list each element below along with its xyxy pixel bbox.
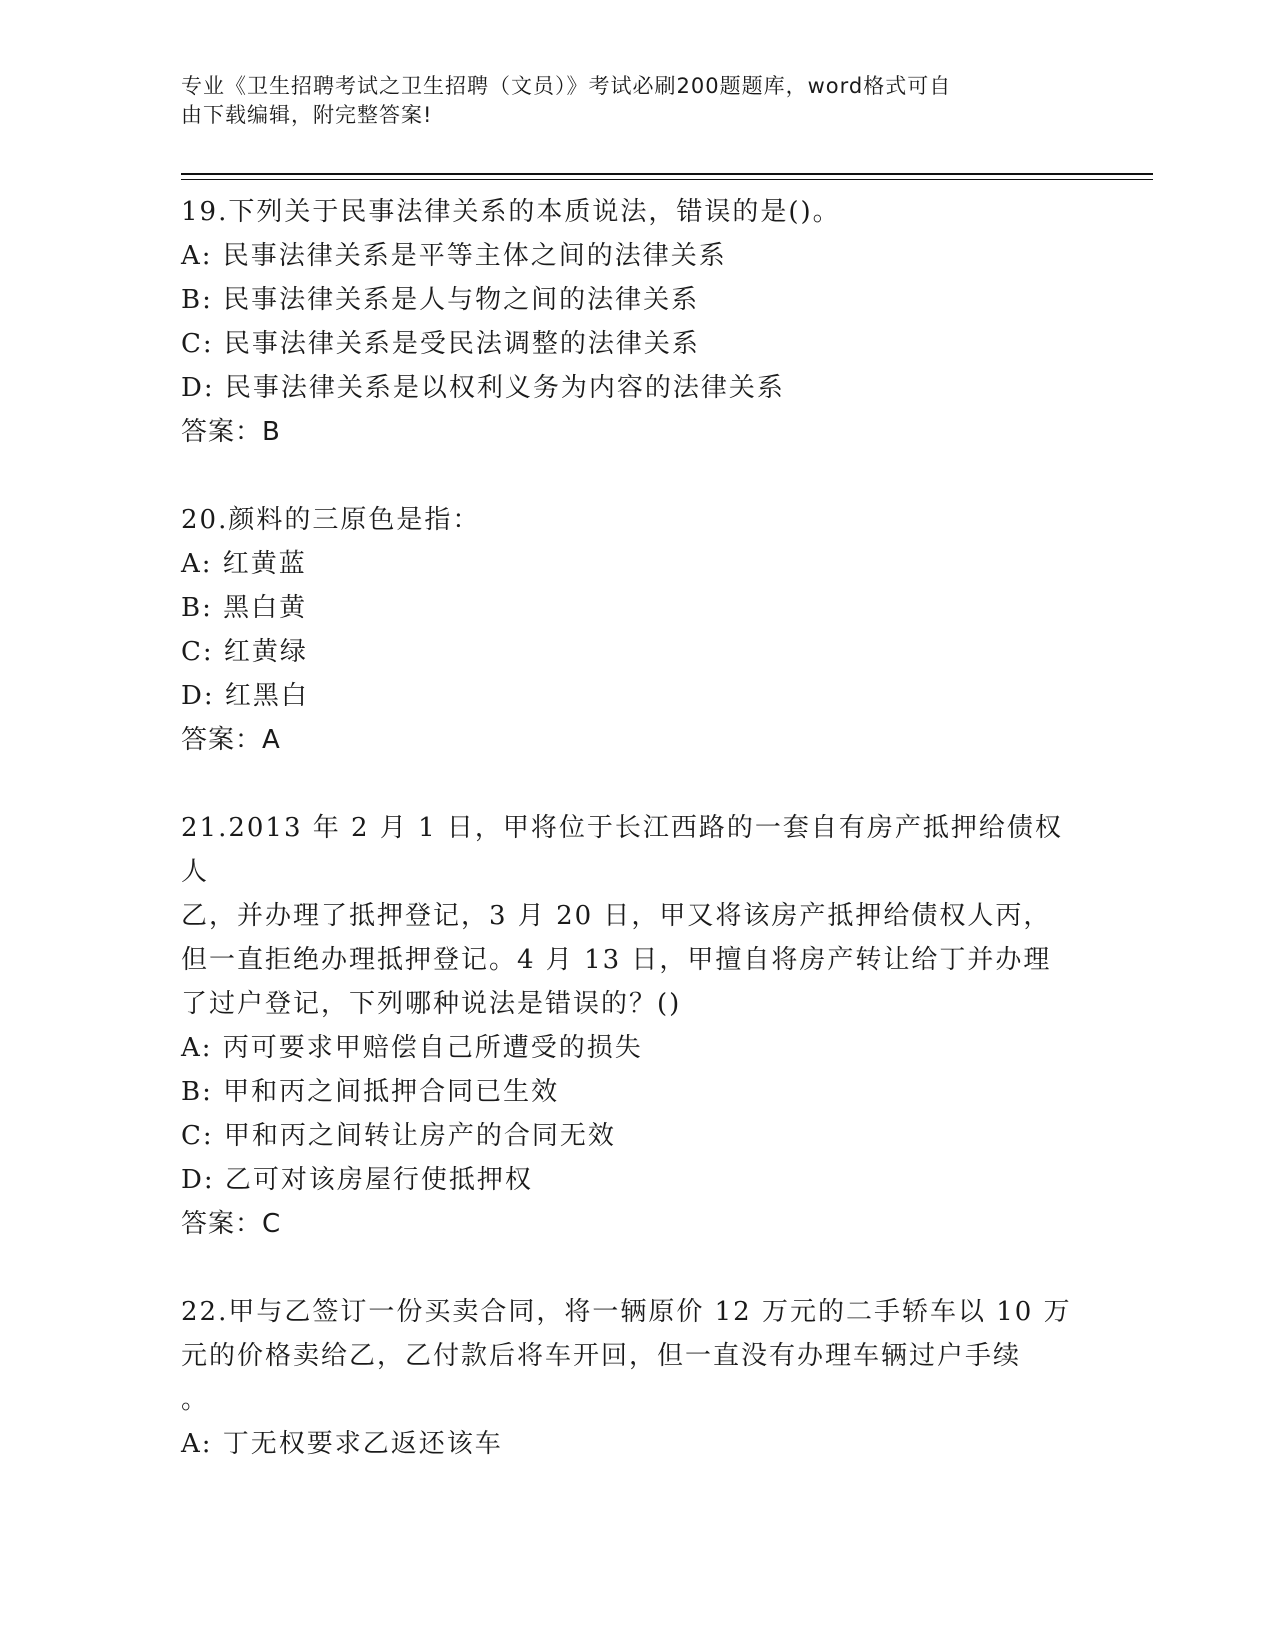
option-d: D: 红黑白: [181, 681, 309, 711]
option-b: B: 民事法律关系是人与物之间的法律关系: [181, 285, 700, 315]
question-19: [181, 190, 1081, 454]
option-c: C: 红黄绿: [181, 637, 308, 667]
option-a: A: 丁无权要求乙返还该车: [181, 1429, 503, 1459]
question-21: [181, 806, 1081, 1246]
header-line-1: 专业《卫生招聘考试之卫生招聘（文员）》考试必刷200题题库，word格式可自: [181, 74, 952, 98]
question-stem: 20.颜料的三原色是指：: [181, 505, 481, 535]
question-stem-line: 。: [181, 1385, 210, 1415]
answer-line: 答案：A: [181, 725, 281, 755]
question-stem-line: 22.甲与乙签订一份买卖合同，将一辆原价 12 万元的二手轿车以 10 万: [181, 1297, 1072, 1327]
option-a: A: 民事法律关系是平等主体之间的法律关系: [181, 241, 727, 271]
document-header: [181, 72, 1061, 130]
question-22: [181, 1290, 1081, 1466]
question-stem-line: 但一直拒绝办理抵押登记。4 月 13 日，甲擅自将房产转让给丁并办理: [181, 945, 1052, 975]
question-stem-line: 元的价格卖给乙，乙付款后将车开回，但一直没有办理车辆过户手续: [181, 1341, 1022, 1371]
option-d: D: 乙可对该房屋行使抵押权: [181, 1165, 533, 1195]
question-stem: 19.下列关于民事法律关系的本质说法，错误的是()。: [181, 197, 841, 227]
question-20: [181, 498, 1081, 762]
option-b: B: 黑白黄: [181, 593, 308, 623]
question-stem-line: 21.2013 年 2 月 1 日，甲将位于长江西路的一套自有房产抵押给债权人: [181, 813, 1063, 887]
question-stem-line: 了过户登记，下列哪种说法是错误的？(): [181, 989, 682, 1019]
question-list: [181, 190, 1081, 1466]
option-c: C: 民事法律关系是受民法调整的法律关系: [181, 329, 700, 359]
header-divider-thick: [181, 173, 1153, 175]
header-line-2: 由下载编辑，附完整答案!: [181, 103, 433, 127]
question-stem-line: 乙，并办理了抵押登记，3 月 20 日，甲又将该房产抵押给债权人丙，: [181, 901, 1052, 931]
answer-line: 答案：B: [181, 417, 281, 447]
option-b: B: 甲和丙之间抵押合同已生效: [181, 1077, 560, 1107]
option-c: C: 甲和丙之间转让房产的合同无效: [181, 1121, 616, 1151]
option-d: D: 民事法律关系是以权利义务为内容的法律关系: [181, 373, 785, 403]
option-a: A: 丙可要求甲赔偿自己所遭受的损失: [181, 1033, 643, 1063]
answer-line: 答案：C: [181, 1209, 282, 1239]
header-divider-thin: [181, 179, 1153, 180]
option-a: A: 红黄蓝: [181, 549, 307, 579]
